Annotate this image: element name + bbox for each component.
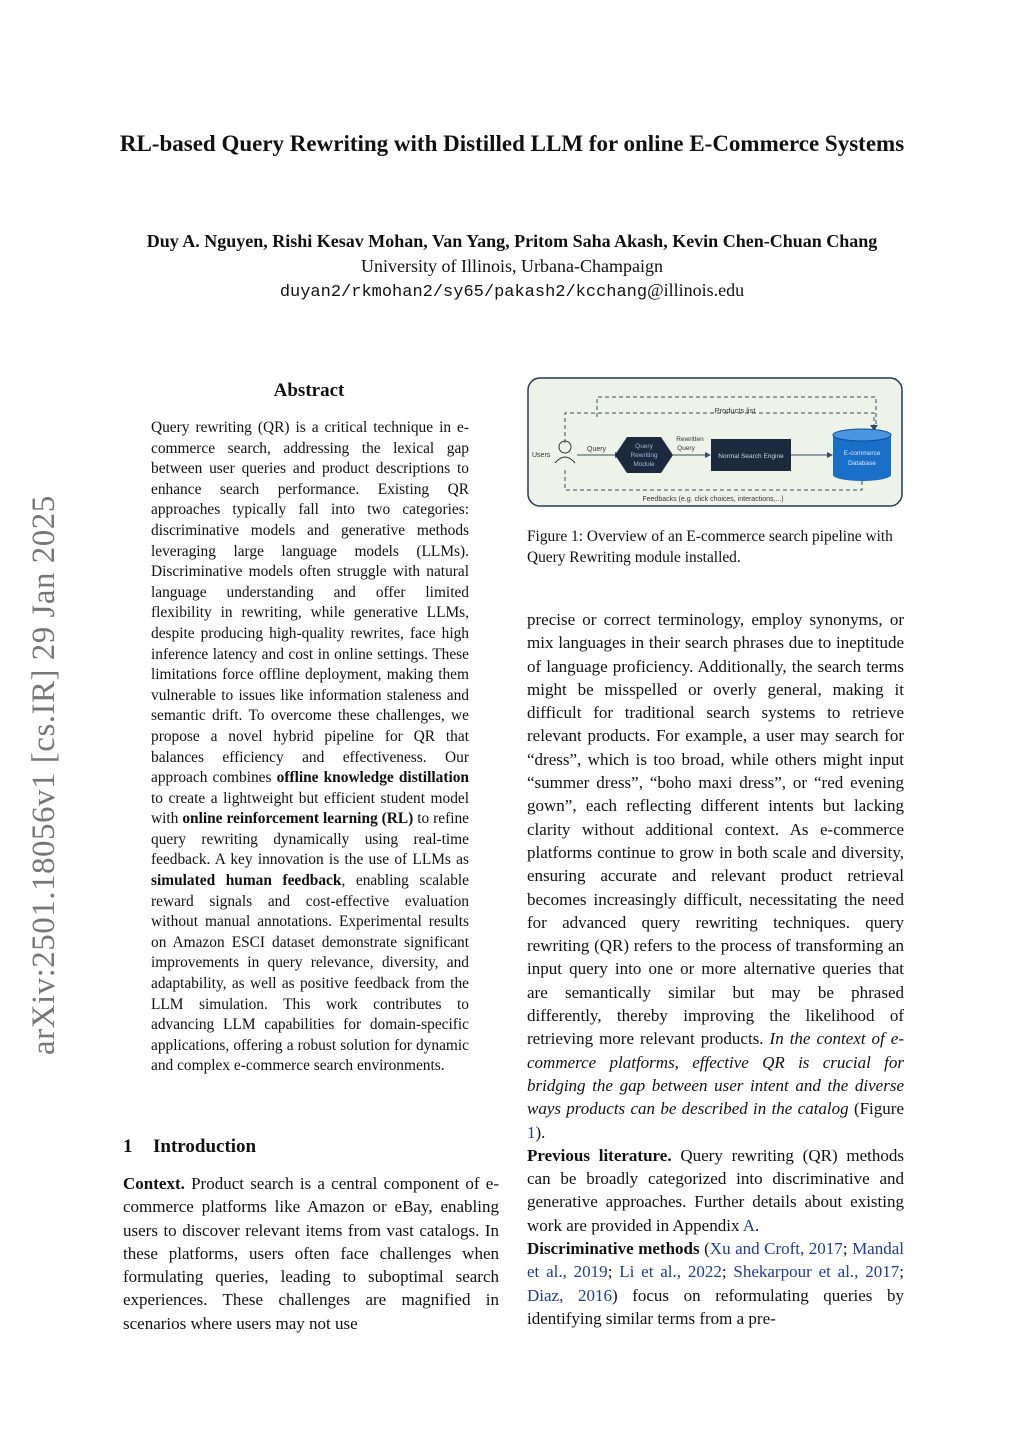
search-engine-label: Normal Search Engine: [718, 453, 784, 460]
intro-paragraph: [123, 1172, 499, 1335]
citation-shekarpour[interactable]: Shekarpour et al., 2017: [733, 1262, 900, 1282]
context-text: Product search is a central component of e-commerce platforms like Amazon or eBay, enabling users to discover relevant items from vast catalogs. In these platforms, users often face challenges when formulating queries, leading to suboptimal search experiences. These challenges are magnified in scenarios where users may not use: [123, 1174, 499, 1333]
citation-sep-3: ;: [721, 1262, 734, 1282]
rewritten-label-1: Rewritten: [676, 436, 704, 443]
abstract-bold-3: simulated human feedback: [151, 872, 342, 890]
abstract-text-2: to create a lightweight but efficient student model with: [151, 789, 469, 828]
abstract-bold-2: online reinforcement learning (RL): [182, 810, 414, 828]
paper-title: RL-based Query Rewriting with Distilled LLM for online E-Commerce Systems: [119, 131, 905, 156]
abstract-bold-1: offline knowledge distillation: [276, 769, 469, 787]
query-label: Query: [587, 446, 607, 453]
pipeline-diagram: [527, 377, 903, 509]
section-number: 1: [123, 1136, 133, 1157]
qr-label-1: Query: [635, 443, 653, 450]
figure-ref-pre: (Figure: [848, 1099, 904, 1119]
author-list: Duy A. Nguyen, Rishi Kesav Mohan, Van Yang, Pritom Saha Akash, Kevin Chen-Chuan Chang: [146, 231, 878, 251]
qr-label-3: Module: [633, 461, 655, 468]
arxiv-stamp: arXiv:2501.18056v1 [cs.IR] 29 Jan 2025: [26, 495, 62, 1055]
abstract-text-3: to refine query rewriting dynamically using real-time feedback. A key innovation is the use of LLMs as: [151, 810, 469, 869]
abstract-heading: Abstract: [273, 380, 345, 401]
discriminative-label: Discriminative methods: [527, 1239, 700, 1259]
right-paragraph-1: [527, 608, 904, 1144]
email-line: [40, 279, 984, 304]
section-title: Introduction: [153, 1136, 257, 1157]
citation-sep-1: ;: [842, 1239, 853, 1259]
appendix-ref-link[interactable]: A: [742, 1215, 756, 1235]
previous-literature-text: Query rewriting (QR) methods can be broadly categorized into discriminative and generative approaches. Further details about existing work are provided in Appendix: [527, 1145, 904, 1235]
products-list-label: Products list: [714, 406, 756, 415]
abstract-body: [151, 418, 469, 1077]
section-heading: [123, 1136, 503, 1158]
right-paragraph-2: [527, 1144, 904, 1237]
previous-literature-label: Previous literature.: [527, 1145, 672, 1165]
email-users: duyan2/rkmohan2/sy65/pakash2/kcchang: [279, 283, 648, 302]
citation-sep-4: ;: [899, 1262, 904, 1282]
citation-xu-croft[interactable]: Xu and Croft, 2017: [709, 1239, 843, 1259]
email-domain: @illinois.edu: [647, 280, 745, 300]
close-paren: ): [611, 1285, 618, 1305]
citation-li[interactable]: Li et al., 2022: [619, 1262, 722, 1282]
affiliation: University of Illinois, Urbana-Champaign: [361, 256, 663, 276]
database-label-1: E-commerce: [843, 450, 881, 457]
right-paragraph-3: [527, 1237, 904, 1330]
database-label-2: Database: [848, 460, 876, 467]
abstract-text-1: Query rewriting (QR) is a critical technique in e-commerce search, addressing the lexical gap between user queries and product descriptions to enhance search performance. Existing QR approaches typically fall into two categories: discriminative models and generative methods leveraging large language models (LLMs). Discriminative models often struggle with natural language understanding and offer limited flexibility in rewriting, while generative LLMs, despite producing high-quality rewrites, face high inference latency and cost in online settings. These limitations force offline deployment, making them vulnerable to issues like information staleness and semantic drift. To overcome these challenges, we propose a novel hybrid pipeline for QR that balances efficiency and effectiveness. Our approach combines: [151, 419, 469, 787]
abstract-text-4: , enabling scalable reward signals and cost-effective evaluation without manual annotations. Experimental results on Amazon ESCI dataset demonstrate significant improvements in query relevance, diversity, and adaptability, as well as positive feedback from the LLM simulation. This work contributes to advancing LLM capabilities for domain-specific applications, offering a robust solution for dynamic and complex e-commerce search environments.: [151, 872, 469, 1075]
rewritten-label-2: Query: [677, 445, 695, 452]
right-p1-text: precise or correct terminology, employ synonyms, or mix languages in their search phrases due to ineptitude of language proficiency. Additionally, the search terms might be misspelled or overly general, making it difficult for traditional search systems to retrieve relevant products. For example, a user may search for “dress”, which is too broad, while others might input “summer dress”, “boho maxi dress”, or “red evening gown”, each reflecting different intents but lacking clarity without additional context. As e-commerce platforms continue to grow in both scale and diversity, ensuring accurate and relevant product retrieval becomes increasingly difficult, necessitating the need for advanced query rewriting techniques. query rewriting (QR) refers to the process of transforming an input query into one or more alternative queries that are semantically similar but may be phrased differently, thereby improving the likelihood of retrieving more relevant products.: [527, 610, 904, 1049]
right-p1-italic: In the context of e-commerce platforms, effective QR is crucial for bridging the gap between user intent and the diverse ways products can be described in the catalog: [527, 1029, 904, 1119]
figure-ref-post: ).: [535, 1122, 546, 1142]
figure-ref-link[interactable]: 1: [527, 1122, 536, 1142]
previous-literature-end: .: [755, 1215, 760, 1235]
figure-caption: Figure 1: Overview of an E-commerce search pipeline with Query Rewriting module installed.: [527, 528, 893, 566]
feedbacks-label: Feedbacks (e.g. click choices, interactions,...): [642, 496, 784, 503]
database-top: [833, 429, 891, 441]
open-paren: (: [699, 1239, 710, 1259]
database-bottom: [833, 469, 891, 481]
qr-label-2: Rewriting: [630, 452, 658, 459]
discriminative-text: focus on reformulating queries by identifying similar terms from a pre-: [527, 1285, 904, 1328]
citation-diaz[interactable]: Diaz, 2016: [527, 1285, 612, 1305]
figure-1: [527, 377, 903, 509]
users-label: Users: [532, 452, 551, 459]
right-column: [527, 608, 904, 1330]
context-label: Context.: [123, 1174, 185, 1193]
citation-sep-2: ;: [607, 1262, 620, 1282]
citation-mandal[interactable]: Mandal et al., 2019: [527, 1239, 904, 1282]
